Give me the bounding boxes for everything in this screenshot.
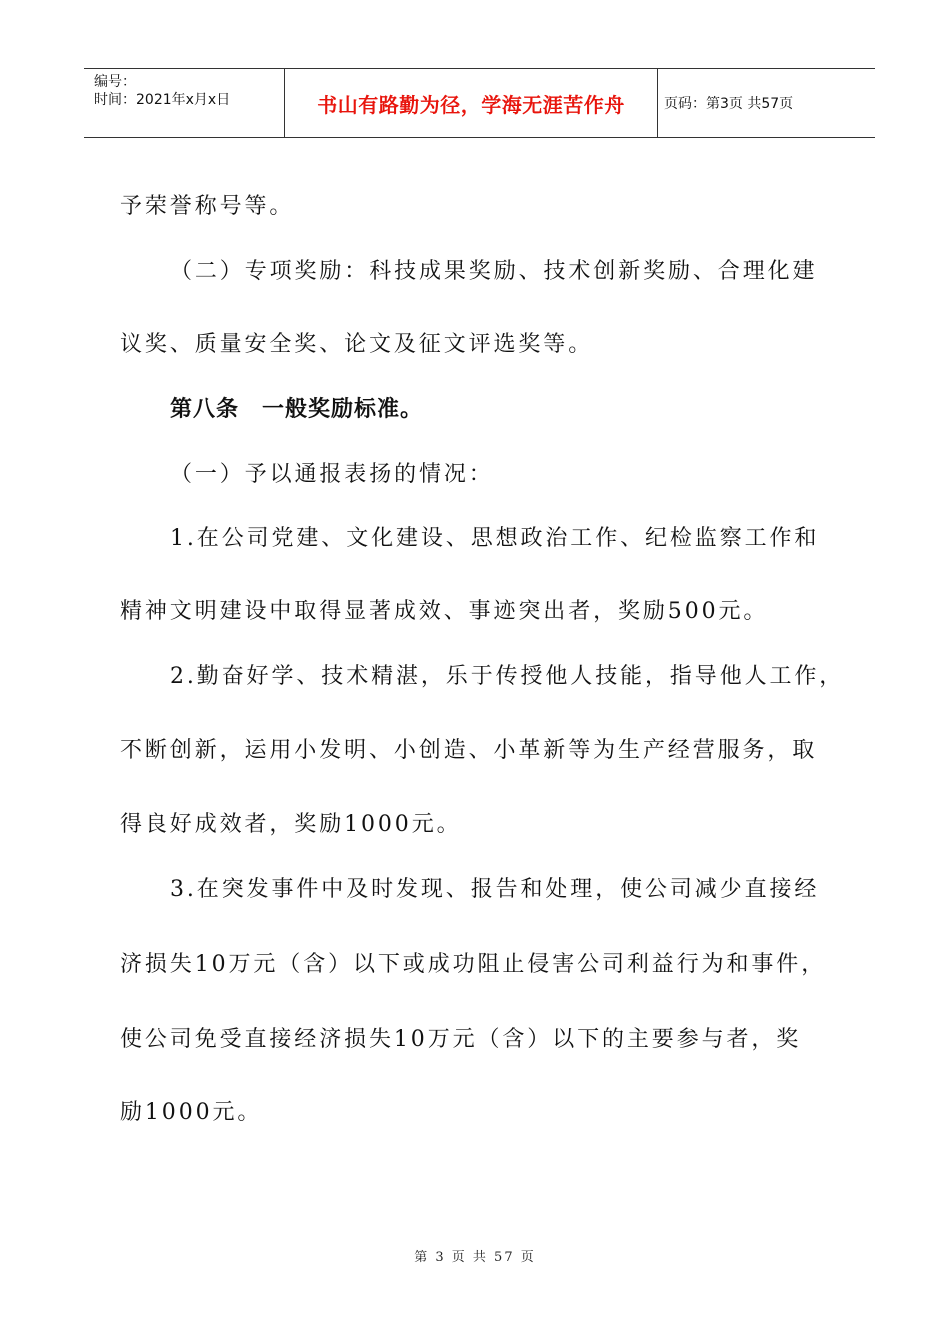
header-meta xyxy=(84,69,285,137)
header-page-info: 页码：第3页 共57页 xyxy=(664,96,794,112)
section-heading: 第八条 一般奖励标准。 xyxy=(170,397,424,422)
paragraph-line: 予荣誉称号等。 xyxy=(120,194,295,219)
page-footer: 第 3 页 共 57 页 xyxy=(414,1250,536,1265)
paragraph-line: 议奖、质量安全奖、论文及征文评选奖等。 xyxy=(120,332,594,357)
paragraph-line: （一）予以通报表扬的情况： xyxy=(170,462,494,487)
document-number-label: 编号： xyxy=(94,74,136,90)
paragraph-line: 3.在突发事件中及时发现、报告和处理，使公司减少直接经 xyxy=(170,877,820,902)
paragraph-line: 励1000元。 xyxy=(120,1100,263,1125)
header-motto: 书山有路勤为径，学海无涯苦作舟 xyxy=(285,69,658,137)
paragraph-line: 济损失10万元（含）以下或成功阻止侵害公司利益行为和事件， xyxy=(120,952,827,977)
paragraph-line: （二）专项奖励：科技成果奖励、技术创新奖励、合理化建 xyxy=(170,259,818,284)
paragraph-line: 得良好成效者，奖励1000元。 xyxy=(120,812,462,837)
page-header xyxy=(84,68,875,138)
paragraph-line: 1.在公司党建、文化建设、思想政治工作、纪检监察工作和 xyxy=(170,526,820,551)
paragraph-line: 精神文明建设中取得显著成效、事迹突出者，奖励500元。 xyxy=(120,599,769,624)
paragraph-line: 不断创新，运用小发明、小创造、小革新等为生产经营服务，取 xyxy=(120,738,818,763)
paragraph-line: 使公司免受直接经济损失10万元（含）以下的主要参与者，奖 xyxy=(120,1027,802,1052)
document-time-label: 时间：2021年x月x日 xyxy=(94,92,231,108)
paragraph-line: 2.勤奋好学、技术精湛，乐于传授他人技能，指导他人工作， xyxy=(170,664,845,689)
